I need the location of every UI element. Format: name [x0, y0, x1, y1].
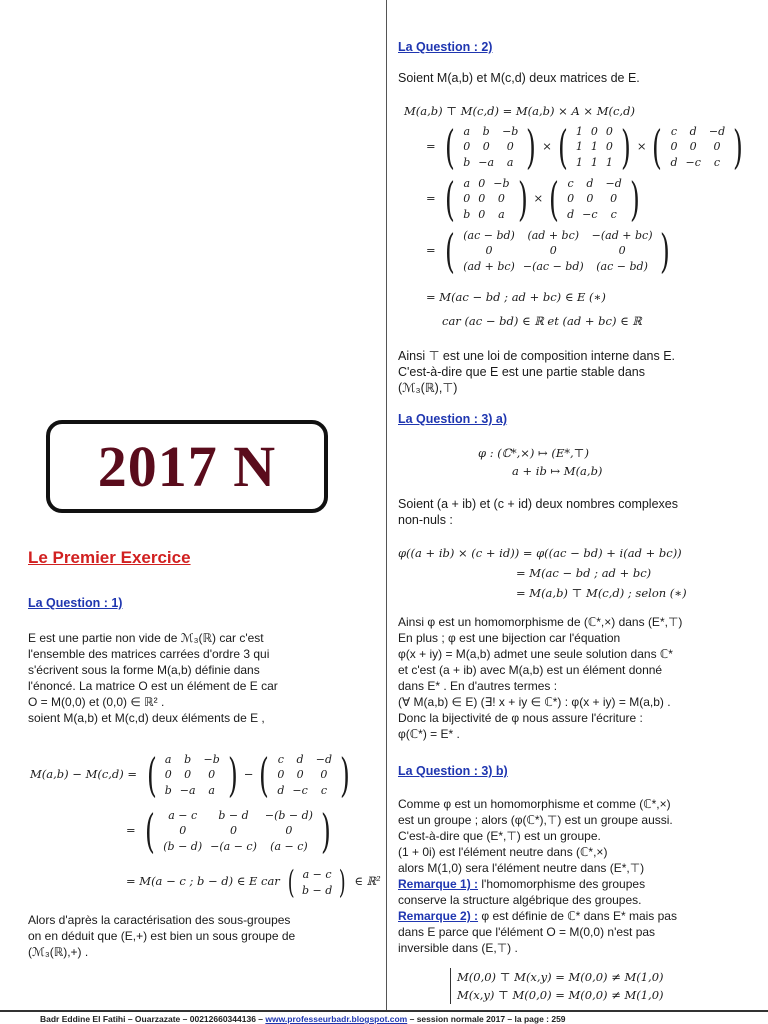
matrix-cell: 0: [285, 824, 293, 838]
matrix-cell: b: [482, 125, 490, 139]
text-line: est un groupe ; alors (φ(ℂ*),⊤) est un groupe aussi.: [398, 813, 673, 827]
matrix-cell: −(b − d): [264, 809, 313, 823]
matrix-cell: 0: [567, 192, 575, 206]
final-equations: [450, 968, 664, 1004]
matrix-row: [459, 243, 656, 258]
matrix-cell: 0: [485, 244, 493, 258]
phi-eq-1: φ((a + ib) × (c + id)) = φ((ac − bd) + i(ad + bc)): [398, 546, 682, 560]
matrix-cell: 0: [689, 140, 697, 154]
text-line: Alors d'après la caractérisation des sous-groupes: [28, 913, 291, 927]
text-line: φ est définie de ℂ* dans E* mais pas: [478, 909, 677, 923]
matrix-row: [666, 124, 729, 139]
text-line: on en déduit que (E,+) est bien un sous groupe de: [28, 929, 296, 943]
matrix-cell: −(ad + bc): [591, 229, 653, 243]
matrix-row: [161, 767, 224, 782]
vector-diff: ( a − c b − d ): [288, 863, 346, 901]
q2-product-row2: = ( a 0 −b 0 0 0 b 0 a ) × ( c d −d 0 0 0 d −c c ): [426, 176, 646, 222]
text-line: l'homomorphisme des groupes: [478, 877, 646, 891]
footer-rule: [0, 1010, 768, 1012]
matrix-cell: −c: [685, 155, 701, 169]
matrix-cd-2: ( c d −d 0 0 0 d −c c ): [549, 172, 640, 226]
text-line: s'écrivent sous la forme M(a,b) définie dans: [28, 663, 260, 677]
q1-difference-row2: = ( a − c b − d −(b − d) 0 0 0 (b − d) −(a − c) (a − c) ): [126, 808, 337, 854]
text-line: Ainsi ⊤ est une loi de composition interne dans E.: [398, 349, 676, 363]
text-line: Comme φ est un homomorphisme et comme (ℂ*,×): [398, 797, 671, 811]
text-line: soient M(a,b) et M(c,d) deux éléments de E ,: [28, 711, 265, 725]
matrix-cell: a: [506, 155, 514, 169]
matrix-cell: 1: [575, 155, 583, 169]
matrix-cell: −c: [582, 207, 598, 221]
text-line: Soient (a + ib) et (c + id) deux nombres complexes: [398, 497, 678, 511]
matrix-ab-left: ( a b −b 0 0 0 b −a a ): [146, 748, 238, 802]
remark-1: [398, 876, 764, 892]
matrix-row: [159, 839, 317, 854]
text-line: O = M(0,0) et (0,0) ∈ ℝ² .: [28, 695, 165, 709]
matrix-cell: 0: [549, 244, 557, 258]
matrix-cell: −b: [203, 753, 220, 767]
text-line: φ(ℂ*) = E* .: [398, 727, 460, 741]
matrix-cell: −b: [502, 125, 519, 139]
matrix-cell: 0: [590, 125, 598, 139]
question-3b-title: La Question : 3) b): [398, 764, 508, 778]
matrix-row: [459, 176, 513, 191]
matrix-row: [459, 207, 513, 222]
matrix-cell: 0: [179, 824, 187, 838]
phi-def-2: a + ib ↦ M(a,b): [512, 464, 603, 478]
matrix-cell: −d: [605, 177, 622, 191]
matrix-cell: a − c: [302, 867, 332, 881]
matrix-cell: 0: [164, 768, 172, 782]
matrix-cell: −c: [292, 783, 308, 797]
matrix-row: [572, 155, 617, 170]
page-footer: [40, 1014, 760, 1024]
text-line: (ℳ₃(ℝ),⊤): [398, 381, 458, 395]
matrix-cell: 0: [618, 244, 626, 258]
matrix-cell: c: [320, 783, 327, 797]
matrix-cell: (ac − bd): [463, 229, 515, 243]
text-line: (∀ M(a,b) ∈ E) (∃! x + iy ∈ ℂ*) : φ(x + iy) = M(a,b) .: [398, 695, 671, 709]
matrix-cell: d: [277, 783, 285, 797]
matrix-cell: 0: [482, 140, 490, 154]
q1-difference-row1: M(a,b) − M(c,d) = ( a b −b 0 0 0 b −a a ) − ( c d −d 0 0 0 d −c c ): [30, 752, 356, 798]
text-line: dans E parce que l'élément O = M(0,0) n'est pas: [398, 925, 656, 939]
matrix-row: [159, 823, 317, 838]
matrix-cell: −a: [179, 783, 196, 797]
matrix-row: [459, 228, 656, 243]
matrix-row: [159, 808, 317, 823]
matrix-cell: c: [277, 753, 284, 767]
text-line: φ(x + iy) = M(a,b) admet une seule solution dans ℂ*: [398, 647, 673, 661]
text-line: (1 + 0i) est l'élément neutre dans (ℂ*,×): [398, 845, 608, 859]
matrix-cell: d: [689, 125, 697, 139]
remark-2-label: Remarque 2) :: [398, 909, 479, 923]
diff-lhs: M(a,b) − M(c,d) =: [30, 767, 138, 781]
matrix-cell: 1: [590, 155, 598, 169]
matrix-cell: a: [164, 753, 172, 767]
matrix-cell: −d: [708, 125, 726, 139]
diff-result-set: ∈ ℝ²: [354, 874, 381, 888]
phi-eq-3: = M(a,b) ⊤ M(c,d) ; selon (∗): [516, 586, 687, 600]
matrix-cell: 0: [478, 192, 486, 206]
matrix-cell: b − d: [218, 809, 249, 823]
matrix-cell: a: [208, 783, 215, 797]
matrix-cell: d: [296, 753, 304, 767]
q2-result: = M(ac − bd ; ad + bc) ∈ E (∗): [426, 290, 606, 304]
matrix-row: [666, 139, 729, 154]
text-line: En plus ; φ est une bijection car l'équation: [398, 631, 621, 645]
matrix-cell: 0: [670, 140, 678, 154]
matrix-product: ( (ac − bd) (ad + bc) −(ad + bc) 0 0 0 (ad + bc) −(ac − bd) (ac − bd) ): [445, 224, 671, 278]
matrix-cd-left: ( c d −d 0 0 0 d −c c ): [259, 748, 350, 802]
matrix-cell: −b: [493, 177, 510, 191]
matrix-cell: 1: [575, 125, 583, 139]
text-line: dans E* . En d'autres termes :: [398, 679, 558, 693]
matrix-cell: 0: [296, 768, 304, 782]
q3a-text: [398, 614, 764, 742]
matrix-cell: 0: [713, 140, 721, 154]
text-line: Donc la bijectivité de φ nous assure l'écriture :: [398, 711, 643, 725]
exercise-title: Le Premier Exercice: [28, 548, 191, 567]
q1-difference-row3: [126, 863, 381, 901]
matrix-cell: 0: [463, 140, 471, 154]
q2-line1: M(a,b) ⊤ M(c,d) = M(a,b) × A × M(c,d): [404, 104, 635, 118]
matrix-cell: d: [567, 207, 575, 221]
matrix-row: [273, 752, 336, 767]
matrix-cell: −a: [478, 155, 495, 169]
matrix-cell: 0: [586, 192, 594, 206]
text-line: conserve la structure algébrique des groupes.: [398, 893, 642, 907]
matrix-cell: a: [498, 207, 505, 221]
matrix-cell: 0: [230, 824, 237, 838]
matrix-row: [459, 155, 522, 170]
matrix-cell: a: [463, 125, 471, 139]
matrix-cell: 0: [478, 207, 486, 221]
matrix-row: [666, 155, 729, 170]
matrix-cell: c: [610, 207, 617, 221]
footer-site-link[interactable]: www.professeurbadr.blogspot.com: [265, 1014, 408, 1024]
matrix-cell: 0: [208, 768, 216, 782]
matrix-cell: (ac − bd): [596, 259, 648, 273]
matrix-row: [161, 752, 224, 767]
matrix-row: [273, 767, 336, 782]
matrix-cell: a: [463, 177, 471, 191]
equation-line: M(0,0) ⊤ M(x,y) = M(0,0) ≠ M(1,0): [457, 970, 664, 984]
text-line: alors M(1,0) sera l'élément neutre dans (E*,⊤): [398, 861, 645, 875]
column-divider: [386, 0, 387, 1010]
q2-conclusion: [398, 348, 758, 396]
text-line: C'est-à-dire que (E*,⊤) est un groupe.: [398, 829, 601, 843]
text-line: (ℳ₃(ℝ),+) .: [28, 945, 89, 959]
matrix-cell: d: [586, 177, 594, 191]
remark-2: [398, 908, 764, 924]
q2-product-row1: = ( a b −b 0 0 0 b −a a ) × ( 1 0 0 1 1 0 1 1 1 ) × ( c d −d 0 0 0 d −c c ): [426, 124, 749, 170]
matrix-cell: (a − c): [270, 839, 308, 853]
matrix-cell: b − d: [301, 883, 333, 897]
matrix-cell: 0: [605, 125, 613, 139]
matrix-row: [563, 191, 626, 206]
matrix-row: [273, 783, 336, 798]
matrix-row: [459, 259, 656, 274]
text-line: et c'est (a + ib) avec M(a,b) est un élément donné: [398, 663, 663, 677]
matrix-row: [298, 866, 336, 882]
equation-line: M(x,y) ⊤ M(0,0) = M(0,0) ≠ M(1,0): [457, 988, 664, 1002]
matrix-cell: 0: [320, 768, 328, 782]
q1-text: [28, 630, 380, 726]
matrix-cell: 1: [575, 140, 583, 154]
matrix-row: [459, 124, 522, 139]
text-line: E est une partie non vide de ℳ₃(ℝ) car c'est: [28, 631, 264, 645]
question-3a-title: La Question : 3) a): [398, 412, 508, 426]
text-line: non-nuls :: [398, 513, 453, 527]
matrix-row: [298, 882, 336, 898]
phi-def-1: φ : (ℂ*,×) ↦ (E*,⊤): [478, 446, 589, 460]
q2-product-row3: = ( (ac − bd) (ad + bc) −(ad + bc) 0 0 0 (ad + bc) −(ac − bd) (ac − bd) ): [426, 228, 676, 274]
matrix-cell: −(a − c): [210, 839, 257, 853]
matrix-cell: b: [184, 753, 192, 767]
footer-author: Badr Eddine El Fatihi – Ouarzazate – 00212660344136 –: [40, 1014, 264, 1024]
matrix-cell: 0: [277, 768, 285, 782]
matrix-cell: 0: [497, 192, 505, 206]
matrix-cell: 0: [506, 140, 514, 154]
matrix-row: [572, 124, 617, 139]
matrix-A: ( 1 0 0 1 1 0 1 1 1 ): [557, 120, 631, 174]
matrix-cell: (b − d): [163, 839, 203, 853]
banner-text: 2017 N: [97, 434, 277, 499]
matrix-cell: −d: [315, 753, 333, 767]
text-line: C'est-à-dire que E est une partie stable dans: [398, 365, 645, 379]
matrix-cell: 0: [605, 140, 613, 154]
matrix-diff: ( a − c b − d −(b − d) 0 0 0 (b − d) −(a − c) (a − c) ): [145, 804, 331, 858]
matrix-cell: b: [463, 207, 471, 221]
q3a-intro: [398, 496, 678, 528]
matrix-cell: (ad + bc): [527, 229, 580, 243]
matrix-ab-reduced: ( a 0 −b 0 0 0 b 0 a ): [445, 172, 528, 226]
diff-result: = M(a − c ; b − d) ∈ E car: [126, 874, 280, 888]
matrix-cell: 0: [184, 768, 192, 782]
question-1-title: La Question : 1): [28, 596, 123, 610]
matrix-cell: 1: [590, 140, 598, 154]
text-line: Ainsi φ est un homomorphisme de (ℂ*,×) dans (E*,⊤): [398, 615, 683, 629]
matrix-cell: 0: [478, 177, 486, 191]
matrix-row: [563, 176, 626, 191]
matrix-cell: (ad + bc): [463, 259, 515, 273]
matrix-cell: a − c: [168, 809, 198, 823]
matrix-row: [572, 139, 617, 154]
q2-intro: Soient M(a,b) et M(c,d) deux matrices de E.: [398, 71, 640, 85]
matrix-cell: 0: [610, 192, 618, 206]
matrix-cell: c: [670, 125, 678, 139]
remark-1-label: Remarque 1) :: [398, 877, 479, 891]
text-line: l'énoncé. La matrice O est un élément de E car: [28, 679, 278, 693]
text-line: l'ensemble des matrices carrées d'ordre 3 qui: [28, 647, 270, 661]
matrix-row: [563, 207, 626, 222]
footer-session: – session normale 2017 – la page : 259: [409, 1014, 566, 1024]
q2-car: car (ac − bd) ∈ ℝ et (ad + bc) ∈ ℝ: [442, 314, 642, 328]
year-banner: [46, 420, 328, 513]
matrix-row: [161, 783, 224, 798]
text-line: inversible dans (E,⊤) .: [398, 941, 518, 955]
matrix-cell: d: [670, 155, 678, 169]
matrix-ab: ( a b −b 0 0 0 b −a a ): [445, 120, 537, 174]
matrix-cell: b: [164, 783, 172, 797]
matrix-cell: 1: [605, 155, 613, 169]
matrix-row: [459, 139, 522, 154]
phi-eq-2: = M(ac − bd ; ad + bc): [516, 566, 652, 580]
matrix-cell: c: [713, 155, 721, 169]
matrix-cd: ( c d −d 0 0 0 d −c c ): [652, 120, 744, 174]
question-2-title: La Question : 2): [398, 40, 493, 54]
matrix-row: [459, 191, 513, 206]
matrix-cell: c: [567, 177, 574, 191]
matrix-cell: −(ac − bd): [522, 259, 584, 273]
q1-conclusion: [28, 912, 380, 960]
matrix-cell: b: [463, 155, 471, 169]
q3b-text: [398, 796, 764, 956]
matrix-cell: 0: [463, 192, 471, 206]
